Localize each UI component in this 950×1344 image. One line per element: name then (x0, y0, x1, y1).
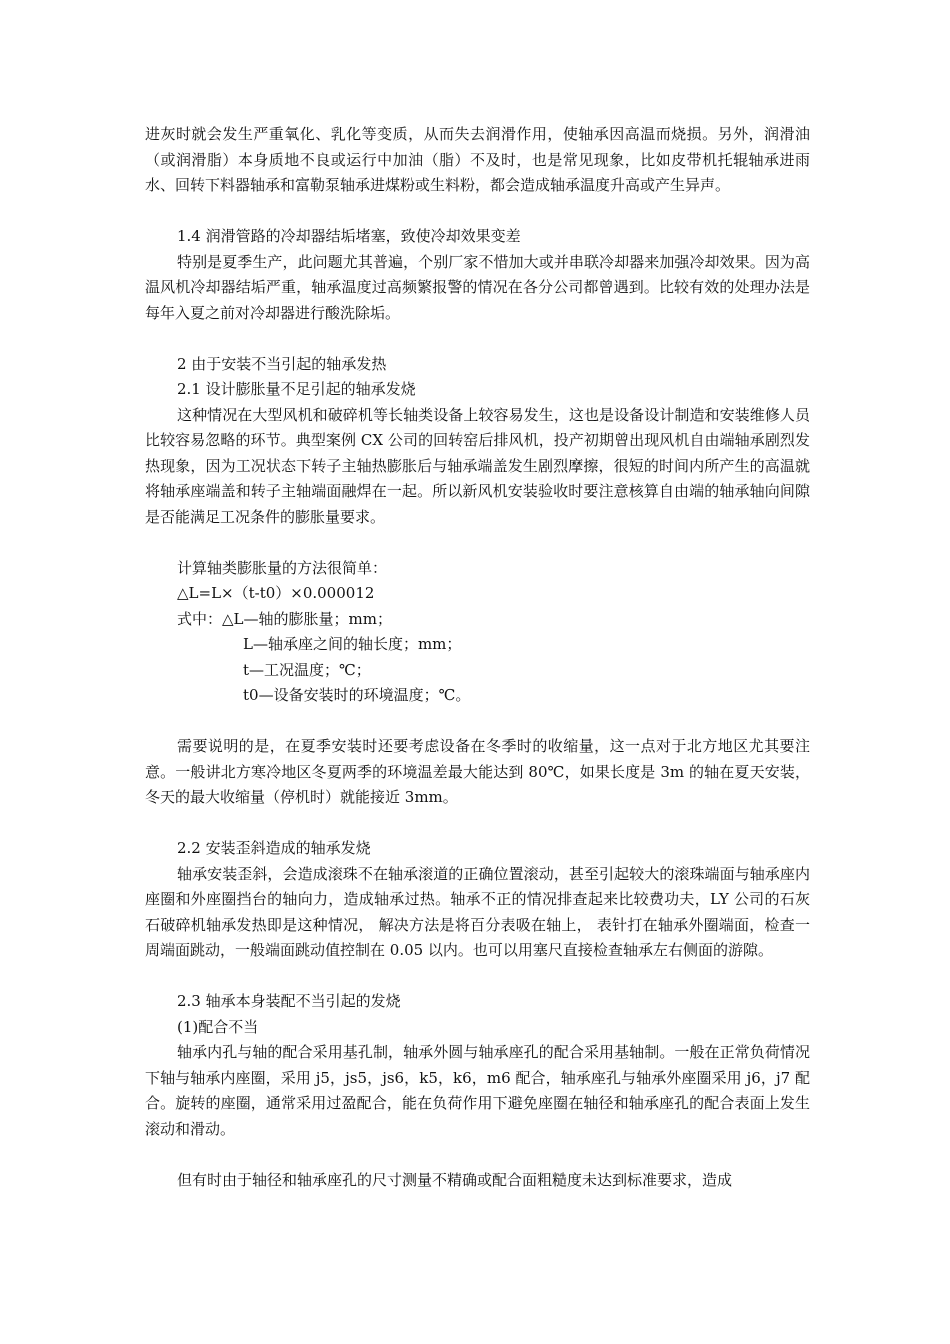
document-body (145, 122, 810, 1193)
paragraph-intro: 进灰时就会发生严重氧化、乳化等变质，从而失去润滑作用，使轴承因高温而烧损。另外，润滑油（或润滑脂）本身质地不良或运行中加油（脂）不及时，也是常见现象，比如皮带机托辊轴承进雨水、回转下料器轴承和富勒泵轴承进煤粉或生料粉，都会造成轴承温度升高或产生异声。 (145, 125, 810, 194)
formula-definition-t: t—工况温度；℃； (243, 660, 371, 679)
heading-2-3-1: (1)配合不当 (177, 1017, 259, 1036)
heading-2-3: 2.3 轴承本身装配不当引起的发烧 (177, 992, 401, 1010)
paragraph-2-3-1: 轴承内孔与轴的配合采用基孔制，轴承外圆与轴承座孔的配合采用基轴制。一般在正常负荷情况下轴与轴承内座圈，采用 j5，js5，js6，k5，k6，m6 配合，轴承座孔与轴承外座圈采用 j6，j7 配合。旋转的座圈，通常采用过盈配合，能在负荷作用下避免座圈在轴径和轴承座孔的配合表面上发生滚动和滑动。 (145, 1043, 810, 1138)
calc-intro: 计算轴类膨胀量的方法很简单： (177, 558, 388, 577)
paragraph-last: 但有时由于轴径和轴承座孔的尺寸测量不精确或配合面粗糙度未达到标准要求，造成 (177, 1170, 733, 1189)
paragraph-2-1: 这种情况在大型风机和破碎机等长轴类设备上较容易发生，这也是设备设计制造和安装维修人员比较容易忽略的环节。典型案例 CX 公司的回转窑后排风机，投产初期曾出现风机自由端轴承剧烈发热现象，因为工况状态下转子主轴热膨胀后与轴承端盖发生剧烈摩擦，很短的时间内所产生的高温就将轴承座端盖和转子主轴端面融焊在一起。所以新风机安装验收时要注意核算自由端的轴承轴向间隙是否能满足工况条件的膨胀量要求。 (145, 405, 810, 526)
paragraph-gap (145, 199, 810, 225)
paragraph-note: 需要说明的是，在夏季安装时还要考虑设备在冬季时的收缩量，这一点对于北方地区尤其要注意。一般讲北方寒冷地区冬夏两季的环境温差最大能达到 80℃，如果长度是 3m 的轴在夏天安装，冬天的最大收缩量（停机时）就能接近 3mm。 (145, 737, 810, 806)
paragraph-gap (145, 1142, 810, 1168)
paragraph-gap (145, 811, 810, 837)
formula-definition-delta-l: 式中：△L—轴的膨胀量；mm； (177, 609, 392, 628)
paragraph-gap (145, 709, 810, 735)
heading-1-4: 1.4 润滑管路的冷却器结垢堵塞，致使冷却效果变差 (177, 227, 521, 245)
paragraph-gap (145, 530, 810, 556)
paragraph-gap (145, 326, 810, 352)
paragraph-2-2: 轴承安装歪斜，会造成滚珠不在轴承滚道的正确位置滚动，甚至引起较大的滚珠端面与轴承座内座圈和外座圈挡台的轴向力，造成轴承过热。轴承不正的情况排查起来比较费功夫，LY 公司的石灰石破碎机轴承发热即是这种情况， 解决方法是将百分表吸在轴上， 表针打在轴承外圈端面，检查一周端面跳动，一般端面跳动值控制在 0.05 以内。也可以用塞尺直接检查轴承左右侧面的游隙。 (145, 864, 810, 959)
heading-2-2: 2.2 安装歪斜造成的轴承发烧 (177, 839, 371, 857)
formula-definition-l: L—轴承座之间的轴长度；mm； (243, 635, 462, 653)
formula: △L=L×（t-t0）×0.000012 (177, 584, 375, 602)
heading-2-1: 2.1 设计膨胀量不足引起的轴承发烧 (177, 380, 416, 398)
formula-definition-t0: t0—设备安装时的环境温度；℃。 (243, 686, 471, 704)
paragraph-1-4: 特别是夏季生产，此问题尤其普遍，个别厂家不惜加大或并串联冷却器来加强冷却效果。因为高温风机冷却器结垢严重，轴承温度过高频繁报警的情况在各分公司都曾遇到。比较有效的处理办法是每年入夏之前对冷却器进行酸洗除垢。 (145, 252, 810, 322)
paragraph-gap (145, 964, 810, 990)
heading-2: 2 由于安装不当引起的轴承发热 (177, 354, 387, 373)
